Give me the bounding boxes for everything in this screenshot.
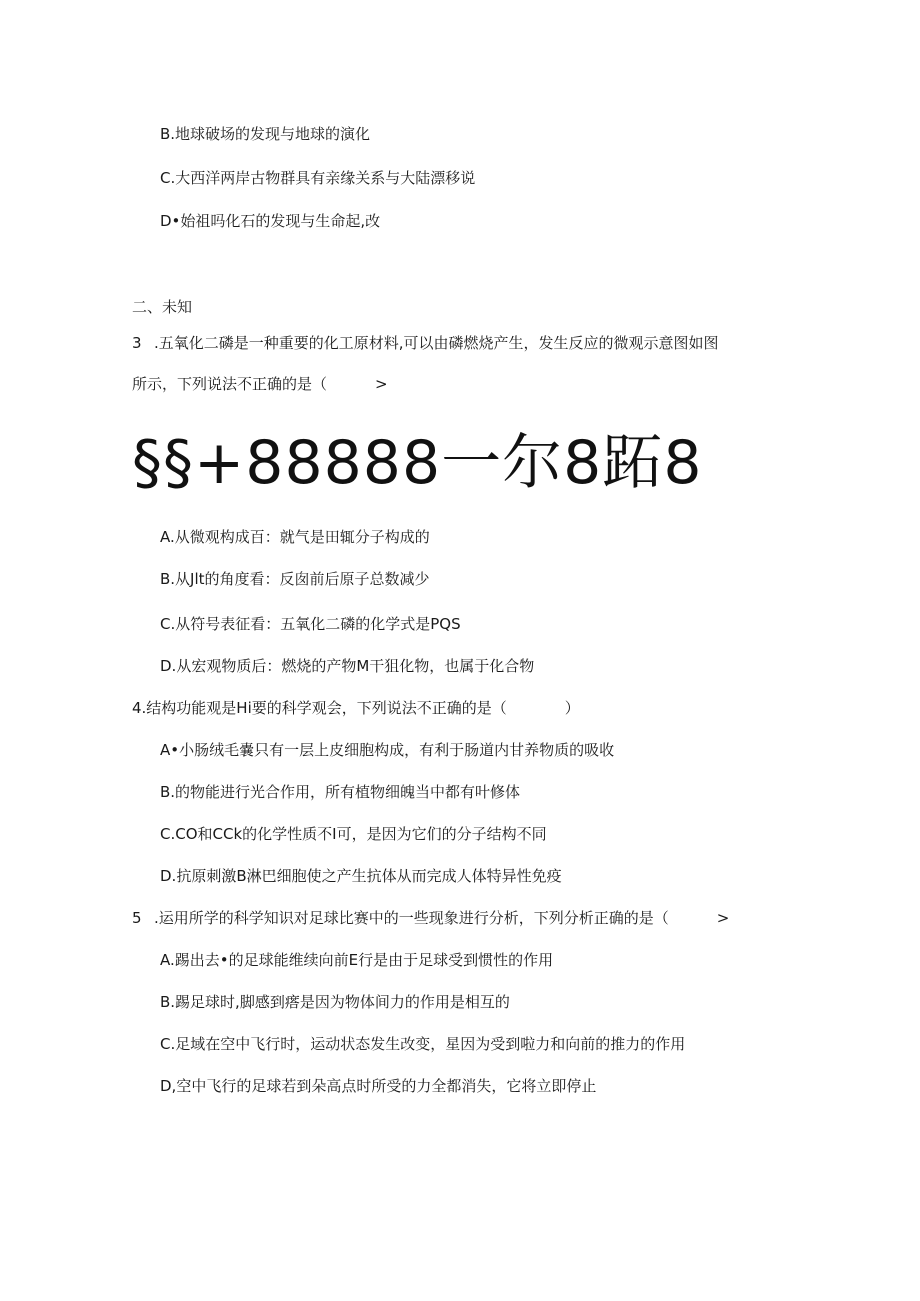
question-5-option-b: B.踢足球时,脚感到瘩是因为物体间力的作用是相互的 xyxy=(160,993,510,1011)
question-5-option-c: C.足域在空中飞行时，运动状态发生改变，星因为受到啦力和向前的推力的作用 xyxy=(160,1035,686,1053)
question-3-option-d: D.从宏观物质后：燃烧的产物M干狙化物，也属于化合物 xyxy=(160,657,535,675)
question-3-number: 3 xyxy=(132,334,142,352)
question-4-option-b: B.的物能进行光合作用，所有植物细魄当中都有叶修体 xyxy=(160,783,521,801)
option-b-prev: B.地球破场的发现与地球的演化 xyxy=(160,125,371,143)
question-4-option-a: A•小肠绒毛嚢只有一层上皮细胞构成，有利于肠道内甘养物质的吸收 xyxy=(160,741,615,759)
question-3-line1: .五氧化二磷是一种重要的化工原材料,可以由磷燃烧产生，发生反应的微观示意图如图 xyxy=(154,334,719,352)
question-4-stem-text: 4.结构功能观是Hi要的科学观会，下列说法不正确的是（ xyxy=(132,699,507,717)
question-3-option-a: A.从微观构成百：就气是田辄分子构成的 xyxy=(160,528,430,546)
question-5-option-a: A.踢出去•的足球能维续向前E行是由于足球受到惯性的作用 xyxy=(160,951,554,969)
option-d-prev: D•始祖吗化石的发现与生命起,改 xyxy=(160,212,381,230)
option-c-prev: C.大西洋两岸古物群具有亲缘关系与大陆漂移说 xyxy=(160,169,476,187)
question-5-stem-text: .运用所学的科学知识对足球比赛中的一些现象进行分析，下列分析正确的是（ xyxy=(154,909,669,927)
question-5-stem-end: > xyxy=(716,909,730,927)
question-3-line2-end: > xyxy=(375,375,388,393)
question-5-option-d: D,空中飞行的足球若到朵高点时所受的力全都消失，它将立即停止 xyxy=(160,1077,597,1095)
question-3-stem-line2 xyxy=(132,374,388,394)
reaction-equation-figure: §§+88888一尔8跖8 xyxy=(132,428,703,498)
question-3-stem xyxy=(132,333,719,353)
question-3-option-c: C.从符号表征看：五氧化二磷的化学式是PQS xyxy=(160,615,461,633)
question-4-stem-end: ） xyxy=(564,699,580,717)
question-4-option-c: C.CO和CCk的化学性质不I可，是因为它们的分子结构不同 xyxy=(160,825,547,843)
question-3-line2: 所示，下列说法不正确的是（ xyxy=(132,375,328,393)
question-4-stem xyxy=(132,698,580,718)
section-heading: 二、未知 xyxy=(132,298,193,316)
question-5-number: 5 xyxy=(132,909,142,927)
question-4-option-d: D.抗原刺激B淋巴细胞使之产生抗体从而完成人体特异性免疫 xyxy=(160,867,562,885)
question-5-stem xyxy=(132,908,729,928)
question-3-option-b: B.从Jlt的角度看：反囱前后原子总数减少 xyxy=(160,570,430,588)
